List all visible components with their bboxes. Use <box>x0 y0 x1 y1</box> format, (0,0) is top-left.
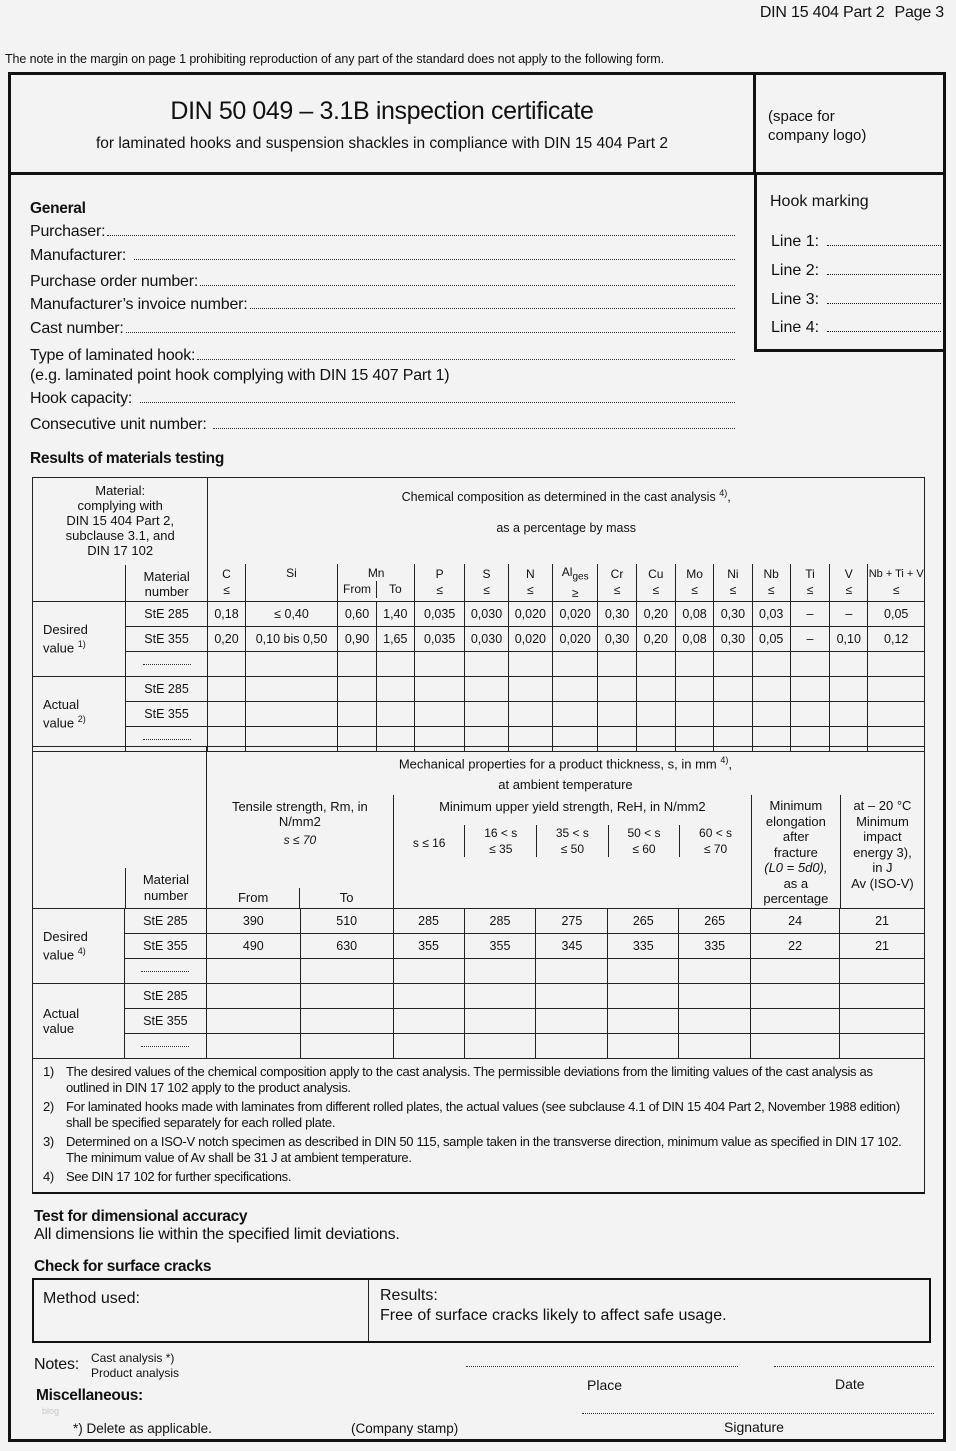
value-si: 0,10 bis 0,50 <box>245 626 338 651</box>
value-nb-ti-v: 0,12 <box>868 626 925 651</box>
element-op: ≤ <box>691 583 698 598</box>
yield-range-3 <box>537 825 609 857</box>
dimensional-text: All dimensions lie within the specified limit deviations. <box>34 1226 400 1243</box>
caption-text: , <box>727 490 731 505</box>
results-label: Results: <box>380 1287 438 1304</box>
value-cu: 0,20 <box>636 626 675 651</box>
element-name: Mo <box>686 567 703 582</box>
material-number-header <box>125 868 206 908</box>
value-mo: 0,08 <box>675 601 713 626</box>
element-n <box>508 564 552 602</box>
element-op: ≤ <box>767 583 775 598</box>
caption-text: Chemical composition as determined in the cast analysis <box>401 490 716 505</box>
yield-4: 335 <box>608 934 679 959</box>
hook-marking-line-4[interactable] <box>771 319 941 337</box>
value-ti: – <box>790 601 829 626</box>
value-nb-ti-v: 0,05 <box>868 601 925 626</box>
range-text: 16 < s <box>484 826 518 840</box>
range-text: 35 < s <box>555 826 589 840</box>
mech-actual-row-blank[interactable] <box>33 1034 925 1059</box>
elongation: 24 <box>751 909 840 934</box>
place-line[interactable] <box>466 1366 738 1367</box>
field-label: Cast number: <box>30 320 124 337</box>
tensile-from-label: From <box>207 888 301 908</box>
chem-actual-row-2[interactable] <box>33 701 925 726</box>
range-text: 60 < s <box>699 826 733 840</box>
range-text: ≤ 50 <box>560 842 584 856</box>
element-op: ≤ <box>223 583 230 598</box>
doc-reference: DIN 15 404 Part 2 <box>759 4 885 21</box>
element-name: V <box>844 567 853 582</box>
material-number: StE 285 <box>125 601 208 626</box>
results-field <box>369 1280 929 1341</box>
mechanical-properties-table <box>32 746 925 1059</box>
fill-line <box>126 332 735 333</box>
invoice-number-field[interactable] <box>30 296 735 314</box>
fill-line <box>827 303 941 304</box>
mech-desired-label <box>33 909 125 984</box>
header-text: percentage <box>763 891 829 906</box>
material-number: StE 355 <box>124 1009 206 1034</box>
element-sub: ges <box>572 570 589 582</box>
footnote-2 <box>43 1099 916 1131</box>
chem-desired-row-2 <box>33 626 925 651</box>
element-name: Ni <box>727 567 739 582</box>
yield-header <box>394 795 752 908</box>
yield-range-1 <box>394 825 466 857</box>
value-nb: 0,03 <box>752 601 790 626</box>
value-al: 0,020 <box>553 601 598 626</box>
materials-testing-title: Results of materials testing <box>30 450 225 467</box>
value-al: 0,020 <box>553 626 598 651</box>
line-label: Line 4: <box>771 319 820 336</box>
company-logo-placeholder <box>756 75 943 175</box>
footnote-ref: 4) <box>77 946 86 957</box>
elongation: 22 <box>751 934 840 959</box>
element-v <box>830 564 868 602</box>
notes-label: Notes: <box>34 1356 80 1373</box>
chem-actual-label <box>33 676 126 751</box>
footnote-text: Determined on a ISO-V notch specimen as described in DIN 50 115, sample taken in the transverse direction, minimum value as specified in DIN 17 102. The minimum value of Av shall be 31 J at ambient temperature. <box>66 1134 902 1165</box>
range-text: 50 < s <box>627 826 661 840</box>
value-mn-from: 0,60 <box>338 601 376 626</box>
element-name: Ti <box>805 567 815 582</box>
date-line[interactable] <box>774 1366 934 1367</box>
yield-2: 285 <box>464 909 536 934</box>
material-number: StE 355 <box>125 626 208 651</box>
mech-actual-label <box>33 984 125 1059</box>
hook-marking-box <box>754 175 946 352</box>
dimensional-title: Test for dimensional accuracy <box>34 1208 248 1225</box>
chem-desired-row-1 <box>33 601 925 626</box>
material-number-header <box>125 565 207 601</box>
range-text: s ≤ 16 <box>412 836 446 850</box>
yield-ranges <box>394 825 751 857</box>
value-si: ≤ 0,40 <box>245 601 338 626</box>
element-name: Cu <box>648 567 664 582</box>
logo-text-2: company logo) <box>768 127 867 144</box>
material-header-line: subclause 3.1, and <box>65 528 175 543</box>
element-name: Mn <box>367 565 385 580</box>
element-op: ≤ <box>436 583 443 598</box>
field-label: Consecutive unit number: <box>30 416 207 433</box>
element-op: ≤ <box>613 583 621 598</box>
mech-desired-row-2 <box>33 934 925 959</box>
element-nb-ti-v <box>868 564 925 602</box>
tensile-to: 630 <box>300 934 393 959</box>
hook-type-example: (e.g. laminated point hook complying with DIN 15 407 Part 1) <box>30 367 450 384</box>
row-label: value <box>43 1021 75 1036</box>
fill-line <box>200 285 735 286</box>
general-title: General <box>30 200 86 217</box>
purchase-order-field[interactable] <box>30 273 735 291</box>
header-text: number <box>143 888 188 903</box>
results-text: Free of surface cracks likely to affect safe usage. <box>380 1307 727 1324</box>
value-c: 0,18 <box>208 601 245 626</box>
title-box <box>11 75 756 175</box>
footnote-ref: 2) <box>77 714 86 725</box>
fill-line <box>827 331 941 332</box>
yield-3: 275 <box>536 909 608 934</box>
yield-4: 265 <box>608 909 679 934</box>
mn-to-label: To <box>388 581 402 596</box>
field-label: Hook capacity: <box>30 390 133 407</box>
field-label: Purchaser: <box>30 223 106 240</box>
row-label: Desired <box>43 929 88 945</box>
purchaser-field[interactable] <box>30 223 735 241</box>
place-label: Place <box>587 1377 623 1393</box>
range-text: ≤ 35 <box>489 842 513 856</box>
element-name: Cr <box>610 567 624 582</box>
value-ti: – <box>790 626 829 651</box>
tensile-range: s ≤ 70 <box>283 833 317 847</box>
line-label: Line 2: <box>771 262 820 279</box>
header-text: energy 3), <box>853 844 912 860</box>
fill-line <box>140 402 735 403</box>
element-name: C <box>222 567 231 582</box>
footnote-3 <box>43 1134 916 1166</box>
cast-analysis-option[interactable]: Cast analysis *) <box>91 1351 175 1365</box>
mech-caption-line2: at ambient temperature <box>498 777 633 792</box>
page-number: Page 3 <box>894 4 944 21</box>
footnote-number: 1) <box>43 1064 54 1079</box>
fill-line <box>827 245 941 246</box>
tensile-header <box>207 795 394 908</box>
fill-line <box>197 359 735 360</box>
header-text: after <box>782 829 809 844</box>
header-text: Material <box>143 568 190 584</box>
header-text: Minimum <box>769 798 823 813</box>
yield-3: 345 <box>536 934 608 959</box>
element-name: Al <box>561 564 573 579</box>
material-number: StE 355 <box>125 701 208 726</box>
mech-material-header <box>33 747 207 909</box>
yield-5: 265 <box>679 909 751 934</box>
value-s: 0,030 <box>465 626 508 651</box>
caption-text: Mechanical properties for a product thickness, s, in mm <box>398 756 717 772</box>
element-cr <box>598 564 636 602</box>
value-mo: 0,08 <box>675 626 713 651</box>
value-n: 0,020 <box>508 601 552 626</box>
tensile-to: 510 <box>300 909 393 934</box>
material-header-cell <box>33 478 208 602</box>
value-s: 0,030 <box>465 601 508 626</box>
header-text: impact <box>863 829 902 844</box>
value-mn-to: 1,40 <box>376 601 414 626</box>
element-op: ≤ <box>845 583 853 598</box>
element-si <box>245 564 338 602</box>
watermark: blog <box>42 1406 60 1416</box>
element-name: Nb + Ti + V <box>868 568 924 581</box>
form-title: DIN 50 049 – 3.1B inspection certificate <box>170 97 594 125</box>
hook-marking-line-3[interactable] <box>771 291 941 309</box>
mn-from-label: From <box>338 581 376 598</box>
unit-number-field[interactable] <box>30 416 735 434</box>
element-p <box>414 564 464 602</box>
value-ni: 0,30 <box>714 626 752 651</box>
value-mn-from: 0,90 <box>338 626 376 651</box>
element-op: ≥ <box>571 585 579 600</box>
mech-desired-row-1 <box>33 909 925 934</box>
field-label: Manufacturer: <box>30 247 127 264</box>
hook-type-field[interactable] <box>30 347 735 365</box>
delete-note: *) Delete as applicable. <box>73 1421 212 1436</box>
chemical-caption <box>208 478 925 564</box>
material-number: StE 355 <box>124 934 206 959</box>
range-text: ≤ 70 <box>703 842 728 856</box>
footnote-number: 3) <box>43 1134 54 1149</box>
value-p: 0,035 <box>414 601 464 626</box>
fill-line <box>250 308 735 309</box>
element-mo <box>675 564 713 602</box>
header-text: fracture <box>773 844 818 860</box>
hook-marking-line-1[interactable] <box>771 233 941 251</box>
row-label: Actual <box>43 697 80 713</box>
range-text: ≤ 60 <box>632 842 656 856</box>
element-mn <box>338 564 415 602</box>
row-label: value <box>43 947 75 963</box>
impact-energy: 21 <box>840 909 925 934</box>
material-number: StE 285 <box>124 984 206 1009</box>
value-p: 0,035 <box>414 626 464 651</box>
chem-caption-line1 <box>208 485 924 505</box>
material-blank[interactable] <box>124 1034 206 1059</box>
yield-range-5 <box>680 825 751 857</box>
hook-capacity-field[interactable] <box>30 390 735 408</box>
footnote-ref: 4) <box>719 488 728 498</box>
row-label: Desired <box>43 622 88 638</box>
row-label: value <box>43 640 75 656</box>
value-ni: 0,30 <box>714 601 752 626</box>
element-s <box>465 564 508 602</box>
method-label: Method used: <box>43 1290 140 1307</box>
cracks-title: Check for surface cracks <box>34 1258 212 1275</box>
tensile-from: 490 <box>206 934 300 959</box>
tensile-label: Tensile strength, Rm, in N/mm2 <box>231 799 368 829</box>
yield-label: Minimum upper yield strength, ReH, in N/mm2 <box>439 799 706 814</box>
yield-range-2 <box>465 825 537 857</box>
fill-line <box>213 428 735 429</box>
yield-5: 335 <box>679 934 751 959</box>
mech-actual-row-2[interactable] <box>33 1009 925 1034</box>
footnote-number: 2) <box>43 1099 54 1114</box>
chem-actual-row-1[interactable] <box>33 676 925 701</box>
chem-desired-label <box>33 601 126 676</box>
element-nb <box>752 564 790 602</box>
element-ni <box>714 564 752 602</box>
material-header-line: DIN 17 102 <box>87 543 154 558</box>
element-op: ≤ <box>806 583 814 598</box>
value-n: 0,020 <box>508 626 552 651</box>
yield-2: 355 <box>464 934 536 959</box>
page-header <box>760 4 944 22</box>
row-label: value <box>43 715 75 731</box>
value-nb: 0,05 <box>752 626 790 651</box>
field-label: Purchase order number: <box>30 273 199 290</box>
element-op: ≤ <box>483 583 490 598</box>
footnote-text: For laminated hooks made with laminates from different rolled plates, the actual values (see subclause 4.1 of DIN 15 404 Part 2, November 1988 edition) shall be specified separately for each rolled plate. <box>66 1099 900 1130</box>
material-blank[interactable] <box>125 651 208 676</box>
header-text: at – 20 °C <box>853 798 912 813</box>
method-used-field[interactable] <box>34 1280 369 1341</box>
product-analysis-option[interactable]: Product analysis <box>91 1366 180 1380</box>
company-stamp-label: (Company stamp) <box>351 1421 459 1436</box>
line-label: Line 1: <box>771 233 820 250</box>
yield-range-4 <box>609 825 681 857</box>
tensile-from: 390 <box>206 909 300 934</box>
field-label: Type of laminated hook: <box>30 347 196 364</box>
header-text: number <box>144 583 189 599</box>
signature-line[interactable] <box>582 1413 934 1414</box>
logo-text-1: (space for <box>768 108 835 125</box>
element-name: Si <box>286 565 297 580</box>
cast-number-field[interactable] <box>30 320 735 338</box>
fill-line <box>134 259 735 260</box>
material-number: StE 285 <box>125 676 208 701</box>
date-label: Date <box>835 1376 865 1392</box>
hook-marking-line-2[interactable] <box>771 262 941 280</box>
element-name: P <box>435 567 444 582</box>
value-mn-to: 1,65 <box>376 626 414 651</box>
element-cu <box>636 564 675 602</box>
mech-actual-row-1[interactable] <box>33 984 925 1009</box>
manufacturer-field[interactable] <box>30 247 735 265</box>
notes-options[interactable] <box>91 1351 179 1381</box>
footnote-text: The desired values of the chemical composition apply to the cast analysis. The permissible deviations from the limiting values of the cast analysis as outlined in DIN 17 102 apply to the product analysis. <box>66 1064 873 1095</box>
footnote-4 <box>43 1169 916 1185</box>
value-v: 0,10 <box>830 626 868 651</box>
element-op: ≤ <box>729 583 737 598</box>
element-name: S <box>482 567 491 582</box>
chem-desired-row-blank[interactable] <box>33 651 925 676</box>
tensile-to-label: To <box>339 890 354 905</box>
hook-marking-title: Hook marking <box>770 193 869 210</box>
mech-caption-line1: Mechanical properties for a product thickness, s, in mm $^{4)}$, <box>398 755 733 772</box>
mech-desired-row-blank[interactable] <box>33 959 925 984</box>
fill-line <box>107 235 735 236</box>
material-blank[interactable] <box>124 959 206 984</box>
line-label: Line 3: <box>771 291 820 308</box>
signature-label: Signature <box>724 1419 784 1435</box>
footnote-ref: 4) <box>720 755 729 765</box>
element-c <box>208 564 245 602</box>
material-header-line: DIN 15 404 Part 2, <box>66 513 175 528</box>
yield-1: 285 <box>393 909 464 934</box>
material-header-line: complying with <box>77 498 163 513</box>
value-cr: 0,30 <box>598 626 636 651</box>
header-text: elongation <box>765 813 826 829</box>
header-text: as a <box>783 875 809 891</box>
header-text: in J <box>872 860 893 875</box>
value-cr: 0,30 <box>598 601 636 626</box>
header-text: Av (ISO-V) <box>851 875 914 891</box>
footnotes <box>32 1058 925 1194</box>
element-op: ≤ <box>652 583 660 598</box>
chem-caption-line2: as a percentage by mass <box>496 521 637 536</box>
element-op: ≤ <box>892 583 900 598</box>
header-text: (L0 = 5d0), <box>764 860 828 875</box>
header-text: Minimum <box>856 813 909 829</box>
mech-header <box>206 747 924 909</box>
miscellaneous-label: Miscellaneous: <box>36 1387 143 1404</box>
impact-energy: 21 <box>840 934 925 959</box>
fill-line <box>827 274 941 275</box>
element-name: Nb <box>763 567 779 582</box>
value-v: – <box>830 601 868 626</box>
footnote-1 <box>43 1064 916 1096</box>
form-subtitle: for laminated hooks and suspension shackles in compliance with DIN 15 404 Part 2 <box>95 135 669 152</box>
footnote-ref: 1) <box>77 639 86 650</box>
inspection-certificate-form <box>8 72 946 1442</box>
value-c: 0,20 <box>208 626 245 651</box>
element-ti <box>790 564 829 602</box>
value-cu: 0,20 <box>636 601 675 626</box>
material-header-line: Material: <box>95 483 146 498</box>
cracks-box <box>32 1278 931 1343</box>
element-op: ≤ <box>527 583 534 598</box>
impact-header <box>841 795 924 908</box>
row-label: Actual <box>43 1006 80 1021</box>
margin-note: The note in the margin on page 1 prohibiting reproduction of any part of the standard does not apply to the following form. <box>5 52 664 66</box>
footnote-text: See DIN 17 102 for further specifications. <box>66 1169 292 1184</box>
footnote-number: 4) <box>43 1169 54 1184</box>
elongation-header <box>752 795 841 908</box>
field-label: Manufacturer’s invoice number: <box>30 296 248 313</box>
material-number: StE 285 <box>124 909 206 934</box>
header-text: Material <box>142 872 190 887</box>
element-name: N <box>526 567 535 582</box>
chemical-composition-table <box>32 477 925 752</box>
element-al <box>553 564 598 602</box>
yield-1: 355 <box>393 934 464 959</box>
